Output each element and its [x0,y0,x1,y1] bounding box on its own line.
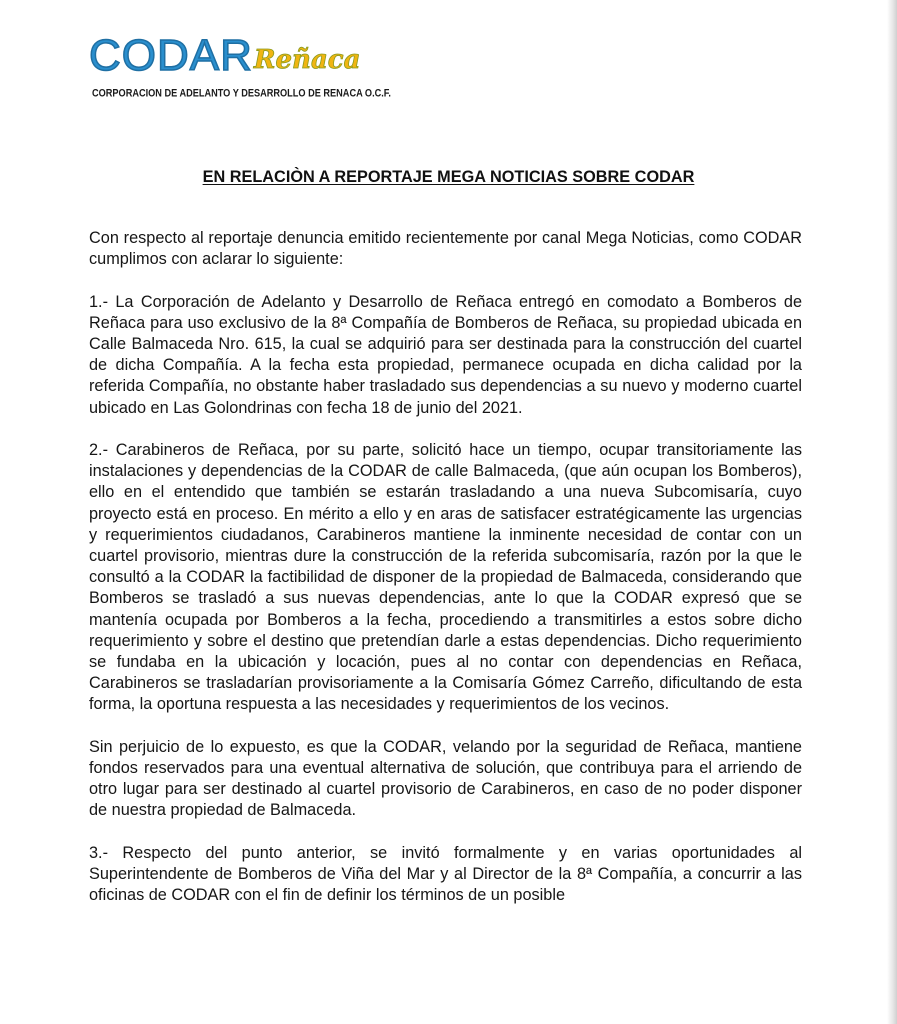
document-title: EN RELACIÒN A REPORTAJE MEGA NOTICIAS SOBRE CODAR [202,168,695,186]
logo-brand-suffix: Reñaca [253,45,361,75]
paragraph-point-3: 3.- Respecto del punto anterior, se invitó formalmente y en varias oportunidades al Superintendente de Bomberos de Viña del Mar y al Director de la 8ª Compañía, a concurrir a las oficinas de CODAR con el fin de definir los términos de un posible [89,843,802,905]
logo-brand-text: CODAR [89,31,253,80]
logo-subtitle: CORPORACION DE ADELANTO Y DESARROLLO DE RENACA O.C.F. [92,87,391,99]
paragraph-point-2-continuation: Sin perjuicio de lo expuesto, es que la CODAR, velando por la seguridad de Reñaca, mantiene fondos reservados para una eventual alternativa de solución, que contribuya para el arriendo de otro lugar para ser destinado al cuartel provisorio de Carabineros, en caso de no poder disponer de nuestra propiedad de Balmaceda. [89,737,802,820]
paragraph-point-1: 1.- La Corporación de Adelanto y Desarrollo de Reñaca entregó en comodato a Bomberos de Reñaca para uso exclusivo de la 8ª Compañía de Bomberos de Reñaca, su propiedad ubicada en Calle Balmaceda Nro. 615, la cual se adquirió para ser destinada para la construcción del cuartel de dicha Compañía. A la fecha esta propiedad, permanece ocupada en dicha calidad por la referida Compañía, no obstante haber trasladado sus dependencias a su nuevo y moderno cuartel ubicado en Las Golondrinas con fecha 18 de junio del 2021. [89,292,802,417]
codar-logo [89,30,391,110]
logo-wordmark [89,30,360,82]
page-edge-shadow [887,0,897,1024]
paragraph-point-2: 2.- Carabineros de Reñaca, por su parte, solicitó hace un tiempo, ocupar transitoriamente las instalaciones y dependencias de la CODAR de calle Balmaceda, (que aún ocupan los Bomberos), ello en el entendido que también se estarán trasladando a una nueva Subcomisaría, cuyo proyecto está en proceso. En mérito a ello y en aras de satisfacer estratégicamente las urgencias y requerimientos ciudadanos, Carabineros mantiene la inminente necesidad de contar con un cuartel provisorio, mientras dure la construcción de la referida subcomisaría, razón por la que le consultó a la CODAR la factibilidad de disponer de la propiedad de Balmaceda, considerando que Bomberos se trasladó a sus nuevas dependencias, ante lo que la CODAR expresó que se mantenía ocupada por Bomberos a la fecha, procediendo a transmitirles a estos sobre dicho requerimiento y sobre el destino que pretendían darle a estas dependencias. Dicho requerimiento se fundaba en la ubicación y locación, pues al no contar con dependencias en Reñaca, Carabineros se trasladarían provisoriamente a la Comisaría Gómez Carreño, dificultando de esta forma, la oportuna respuesta a las necesidades y requerimientos de los vecinos. [89,441,802,714]
paragraph-intro: Con respecto al reportaje denuncia emitido recientemente por canal Mega Noticias, como CODAR cumplimos con aclarar lo siguiente: [89,229,802,269]
document-body [89,228,802,928]
